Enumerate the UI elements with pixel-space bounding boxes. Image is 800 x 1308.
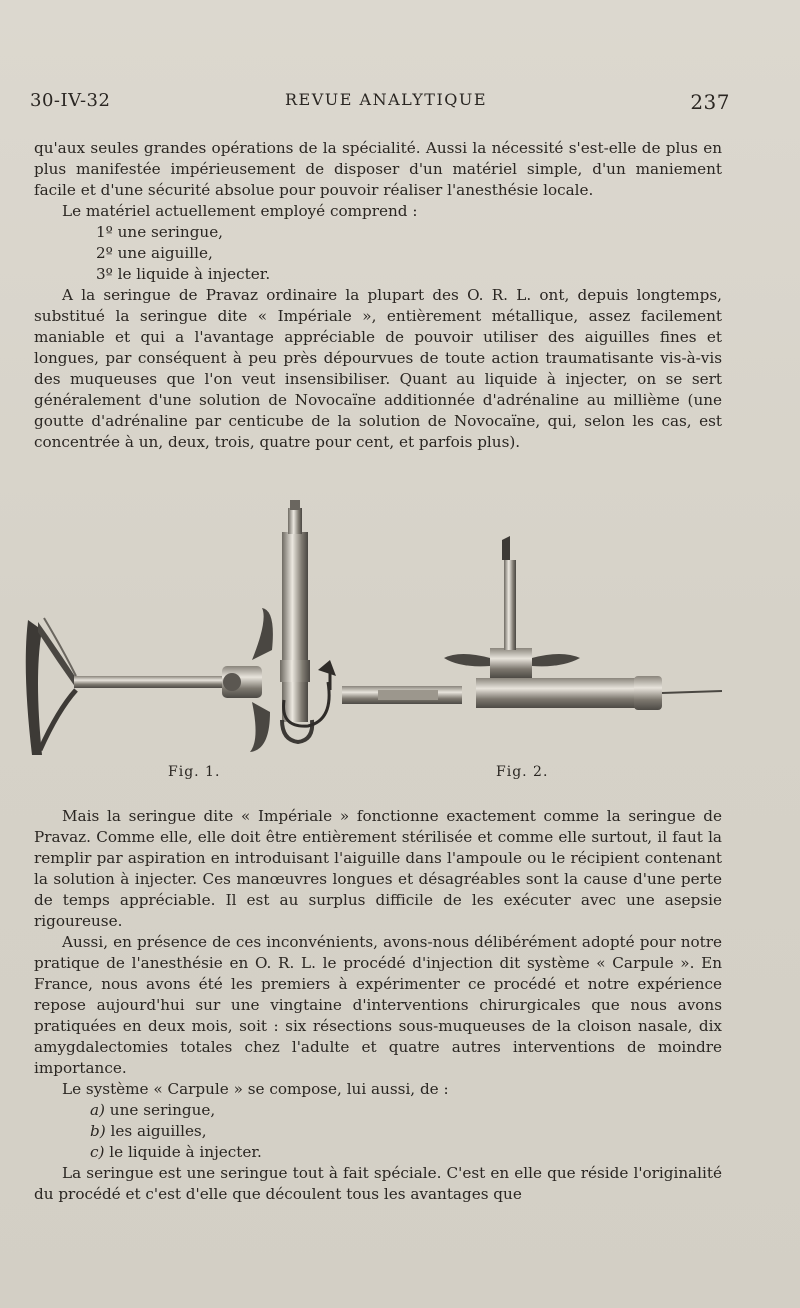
list-item-text: le liquide à injecter. bbox=[104, 1143, 262, 1161]
paragraph: Mais la seringue dite « Impériale » fonctionne exactement comme la seringue de Pravaz. Comme elle, elle doit être entièrement stérilisée et comme elle surtout, il faut la remplir par aspiration en introduisant l'aiguille dans l'ampoule ou le récipient contenant la solution à injecter. Ces manœuvres longues et désagréables sont la cause d'une perte de temps appréciable. Il est au surplus difficile de les exécuter avec une asepsie rigoureuse. bbox=[34, 807, 722, 930]
paragraph: Le système « Carpule » se compose, lui aussi, de : bbox=[62, 1080, 449, 1098]
text-block-top bbox=[34, 138, 722, 453]
list-item bbox=[34, 1142, 722, 1163]
list-item bbox=[34, 1121, 722, 1142]
list-item: 1º une seringue, bbox=[96, 223, 224, 241]
figure-1-caption: Fig. 1. bbox=[168, 764, 221, 780]
list-item: 3º le liquide à injecter. bbox=[96, 265, 271, 283]
paragraph: Le matériel actuellement employé comprend : bbox=[62, 202, 418, 220]
figure-2-syringe-illustration bbox=[340, 530, 730, 750]
list-item-text: les aiguilles, bbox=[105, 1122, 207, 1140]
paragraph: qu'aux seules grandes opérations de la spécialité. Aussi la nécessité s'est-elle de plus en plus manifestée impérieusement de disposer d'un matériel simple, d'un maniement facile et d'une sécurité absolue pour pouvoir réaliser l'anesthésie locale. bbox=[34, 139, 722, 199]
header-date: 30-IV-32 bbox=[30, 90, 111, 111]
running-header bbox=[30, 90, 730, 118]
list-item-label: b) bbox=[90, 1122, 106, 1140]
figure-2-caption: Fig. 2. bbox=[496, 764, 549, 780]
header-title: REVUE ANALYTIQUE bbox=[285, 90, 488, 109]
paragraph: Aussi, en présence de ces inconvénients, avons-nous délibérément adopté pour notre pratique de l'anesthésie en O. R. L. le procédé d'injection dit système « Carpule ». En France, nous avons été les premiers à expérimenter ce procédé et notre expérience repose aujourd'hui sur une vingtaine d'interventions chirurgicales que nous avons pratiquées en deux mois, soit : six résections sous-muqueuses de la cloison nasale, dix amygdalectomies totales chez l'adulte et quatre autres interventions de moindre importance. bbox=[34, 933, 722, 1077]
figures-area bbox=[18, 500, 738, 790]
list-item-label: a) bbox=[90, 1101, 105, 1119]
page-number: 237 bbox=[690, 90, 730, 114]
list-item bbox=[34, 1100, 722, 1121]
figure-1-syringe-illustration bbox=[18, 500, 348, 760]
paragraph: A la seringue de Pravaz ordinaire la plupart des O. R. L. ont, depuis longtemps, substitué la seringue dite « Impériale », entièrement métallique, assez facilement maniable et qui a l'avantage appréciable de pouvoir utiliser des aiguilles fines et longues, par conséquent à peu près dépourvues de toute action traumatisante vis-à-vis des muqueuses que l'on veut insensibiliser. Quant au liquide à injecter, on se sert généralement d'une solution de Novocaïne additionnée d'adrénaline au millième (une goutte d'adrénaline par centicube de la solution de Novocaïne, qui, selon les cas, est concentrée à un, deux, trois, quatre pour cent, et parfois plus). bbox=[34, 286, 722, 451]
list-item-text: une seringue, bbox=[104, 1101, 216, 1119]
text-block-bottom bbox=[34, 806, 722, 1205]
paragraph: La seringue est une seringue tout à fait spéciale. C'est en elle que réside l'originalité du procédé et c'est d'elle que découlent tous les avantages que bbox=[34, 1164, 722, 1203]
list-item: 2º une aiguille, bbox=[96, 244, 213, 262]
list-item-label: c) bbox=[90, 1143, 105, 1161]
